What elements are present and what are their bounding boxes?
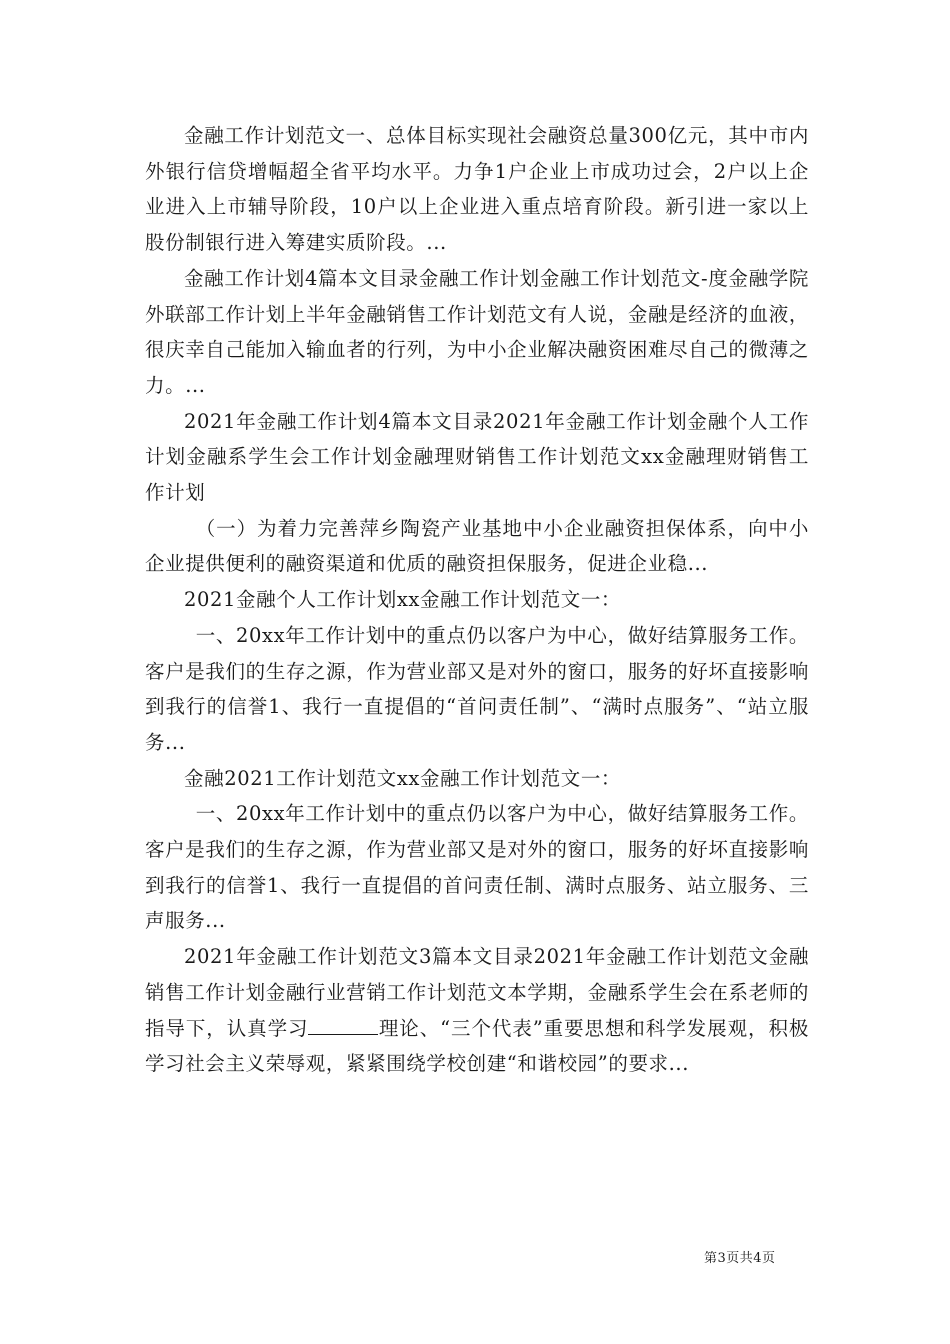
page-number: 第3页共4页: [704, 1251, 776, 1266]
paragraph-6: 一、20xx年工作计划中的重点仍以客户为中心，做好结算服务工作。客户是我们的生存之源，作为营业部又是对外的窗口，服务的好坏直接影响到我行的信誉1、我行一直提倡的“首问责任制”、“满时点服务”、“站立服务...: [145, 623, 809, 754]
paragraph-9-part-1: 2021年金融工作计划范文3篇本文目录2021年金融工作计划范文金融销售工作计划金融行业营销工作计划范文本学期，金融系学生会在系老师的指导下，认真学习: [145, 945, 809, 1040]
paragraph-5: 2021金融个人工作计划xx金融工作计划范文一：: [184, 588, 622, 612]
paragraph-8: 一、20xx年工作计划中的重点仍以客户为中心，做好结算服务工作。客户是我们的生存之源，作为营业部又是对外的窗口，服务的好坏直接影响到我行的信誉1、我行一直提倡的首问责任制、满时点服务、站立服务、三声服务...: [145, 802, 809, 933]
paragraph-9-part-2: 理论、“三个代表”重要思想和科学发展观，积极学习社会主义荣辱观，紧紧围绕学校创建“和谐校园”的要求...: [145, 1016, 809, 1076]
paragraph-9: [145, 939, 809, 1082]
paragraph-4: （一）为着力完善萍乡陶瓷产业基地中小企业融资担保体系，向中小企业提供便利的融资渠道和优质的融资担保服务，促进企业稳...: [145, 516, 809, 576]
document-body: [145, 118, 809, 1082]
paragraph-7: 金融2021工作计划范文xx金融工作计划范文一：: [184, 766, 622, 790]
fill-in-blank: [308, 1016, 378, 1035]
paragraph-2: 金融工作计划4篇本文目录金融工作计划金融工作计划范文-度金融学院外联部工作计划上半年金融销售工作计划范文有人说，金融是经济的血液，很庆幸自己能加入输血者的行列，为中小企业解决融资困难尽自己的微薄之力。...: [145, 266, 809, 397]
paragraph-3: 2021年金融工作计划4篇本文目录2021年金融工作计划金融个人工作计划金融系学生会工作计划金融理财销售工作计划范文xx金融理财销售工作计划: [145, 409, 809, 505]
paragraph-1: 金融工作计划范文一、总体目标实现社会融资总量300亿元，其中市内外银行信贷增幅超全省平均水平。力争1户企业上市成功过会，2户以上企业进入上市辅导阶段，10户以上企业进入重点培育阶段。新引进一家以上股份制银行进入筹建实质阶段。...: [145, 124, 809, 255]
